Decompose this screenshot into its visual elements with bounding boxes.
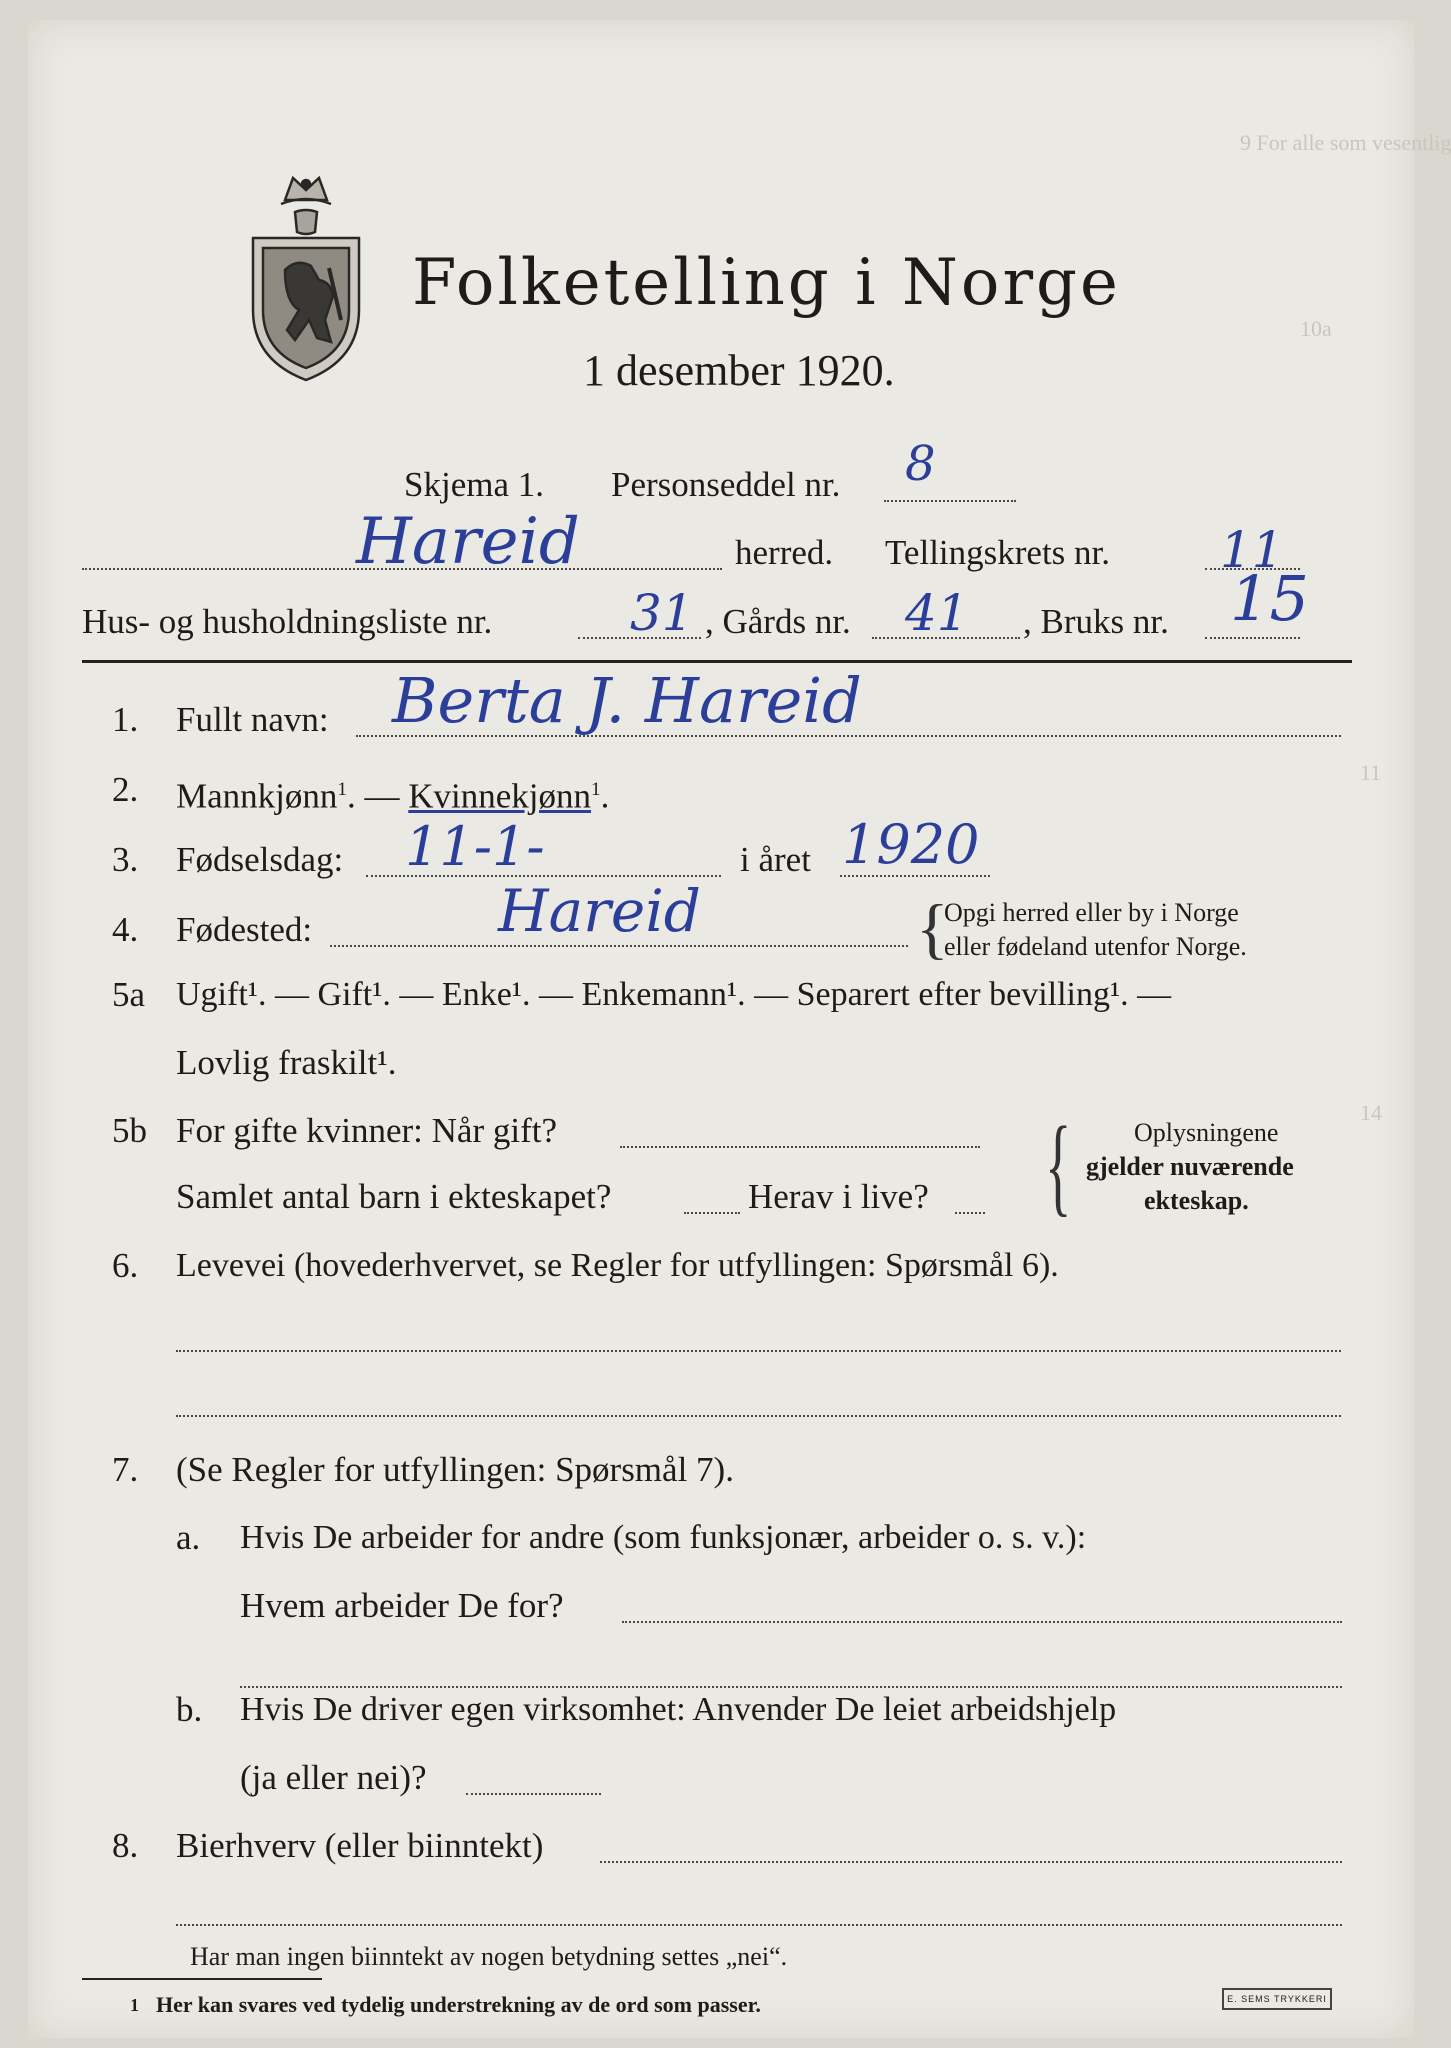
q7b-line2-fill <box>466 1793 601 1795</box>
personseddel-label: Personseddel nr. <box>611 465 841 504</box>
footnote-text: Her kan svares ved tydelig understrekning av de ord som passer. <box>156 1992 761 2017</box>
q2-end: . <box>600 776 610 816</box>
q5b-note-3: ekteskap. <box>1144 1186 1249 1215</box>
q6-number: 6. <box>112 1246 139 1285</box>
personseddel-value: 8 <box>905 436 936 492</box>
q7-number: 7. <box>112 1450 139 1489</box>
q8-line-1 <box>600 1861 1342 1863</box>
q5a-number: 5a <box>112 975 146 1014</box>
hus-label: Hus- og husholdningsliste nr. <box>82 602 493 641</box>
q1-value: Berta J. Hareid <box>392 664 862 737</box>
q6-line-1 <box>176 1350 1341 1352</box>
q2-number: 2. <box>112 770 139 809</box>
q5a-options-line1: Ugift¹. — Gift¹. — Enke¹. — Enkemann¹. — Separert efter bevilling¹. — <box>176 976 1172 1013</box>
hus-value: 31 <box>630 584 694 642</box>
bleed-through: 14 <box>1360 1100 1382 1125</box>
q4-value: Hareid <box>498 877 701 945</box>
bruks-label: , Bruks nr. <box>1023 602 1169 641</box>
coat-of-arms-emblem <box>245 170 367 385</box>
q1-label: Fullt navn: <box>176 700 329 739</box>
census-form <box>28 20 1414 2038</box>
option-kvinnekjonn[interactable]: Kvinnekjønn <box>408 776 592 816</box>
q3-year-value: 1920 <box>842 813 980 876</box>
q7a-line3 <box>240 1686 1342 1688</box>
header-divider <box>82 660 1352 663</box>
q5b-brace: { <box>1045 1104 1072 1226</box>
q8-line-2 <box>176 1924 1342 1926</box>
printer-stamp-text: E. SEMS TRYKKERI <box>1227 1994 1327 2004</box>
q2-options: Mannkjønn$^1$. — Kvinnekjønn$^1$. <box>176 776 610 816</box>
q3-year-label: i året <box>740 840 811 879</box>
q7a-letter: a. <box>176 1518 201 1557</box>
tellingskrets-value: 11 <box>1220 521 1284 579</box>
biinntekt-note: Har man ingen biinntekt av nogen betydning settes „nei“. <box>190 1942 788 1971</box>
census-date: 1 desember 1920. <box>583 346 895 395</box>
q5b-line2a: Samlet antal barn i ekteskapet? <box>176 1177 612 1216</box>
q5b-line2b-fill <box>955 1212 985 1214</box>
bleed-through: 9 For alle som vesentlig <box>1240 130 1451 155</box>
bruks-value: 15 <box>1230 562 1309 635</box>
q8-label: Bierhverv (eller biinntekt) <box>176 1826 544 1865</box>
q5b-line2b: Herav i live? <box>748 1177 929 1216</box>
q7b-line2: (ja eller nei)? <box>240 1758 427 1797</box>
q5b-line1-fill <box>620 1146 980 1148</box>
q4-label: Fødested: <box>176 910 313 949</box>
q7a-line2-fill <box>622 1621 1342 1623</box>
gards-value: 41 <box>905 584 969 642</box>
form-title: Folketelling i Norge <box>412 246 1121 320</box>
footnote-divider <box>82 1978 322 1980</box>
personseddel-line <box>884 500 1016 502</box>
herred-label: herred. <box>735 533 834 572</box>
q1-number: 1. <box>112 700 139 739</box>
q4-note-1: Opgi herred eller by i Norge <box>944 898 1239 927</box>
q5b-line1: For gifte kvinner: Når gift? <box>176 1111 558 1150</box>
herred-value: Hareid <box>356 505 580 579</box>
q3-label: Fødselsdag: <box>176 840 344 879</box>
gards-label: , Gårds nr. <box>705 602 851 641</box>
bleed-through: 10a <box>1300 316 1332 341</box>
q5a-options-line2: Lovlig fraskilt¹. <box>176 1043 397 1082</box>
q7b-letter: b. <box>176 1690 203 1729</box>
q5b-note-1: Oplysningene <box>1134 1118 1279 1147</box>
q4-line <box>330 945 908 947</box>
bruks-line <box>1205 637 1300 639</box>
q4-number: 4. <box>112 910 139 949</box>
bleed-through: 11 <box>1360 760 1382 785</box>
skjema-label: Skjema 1. <box>404 465 544 504</box>
q7-label: (Se Regler for utfyllingen: Spørsmål 7). <box>176 1450 734 1489</box>
q6-label: Levevei (hovederhvervet, se Regler for utfyllingen: Spørsmål 6). <box>176 1247 1059 1284</box>
q3-value: 11-1- <box>405 815 545 878</box>
option-mannkjonn[interactable]: Mannkjønn <box>176 776 338 816</box>
q7b-line1: Hvis De driver egen virksomhet: Anvender De leiet arbeidshjelp <box>240 1691 1117 1728</box>
q6-line-2 <box>176 1415 1341 1417</box>
q4-note-2: eller fødeland utenfor Norge. <box>944 932 1247 961</box>
q3-number: 3. <box>112 840 139 879</box>
q4-brace: { <box>916 890 949 966</box>
tellingskrets-label: Tellingskrets nr. <box>885 533 1111 572</box>
printer-stamp <box>1222 1988 1332 2010</box>
q8-number: 8. <box>112 1826 139 1865</box>
option-separator: . — <box>347 776 409 816</box>
q7a-line1: Hvis De arbeider for andre (som funksjonær, arbeider o. s. v.): <box>240 1519 1087 1556</box>
q5b-note-2: gjelder nuværende <box>1086 1152 1294 1181</box>
q7a-line2: Hvem arbeider De for? <box>240 1586 564 1625</box>
footnote-mark: 1 <box>130 1995 139 2015</box>
q5b-line2a-fill <box>684 1212 740 1214</box>
q5b-number: 5b <box>112 1111 147 1150</box>
